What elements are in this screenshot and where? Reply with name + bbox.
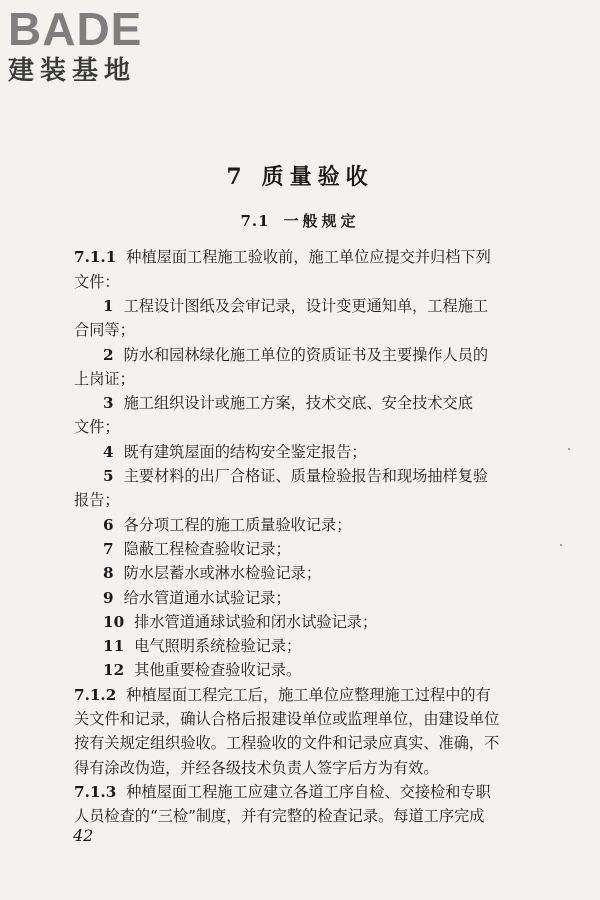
list-item-continuation: 合同等；	[74, 321, 135, 339]
list-item	[103, 636, 563, 656]
item-text: 给水管道通水试验记录；	[123, 589, 291, 607]
clause-line: 关文件和记录，确认合格后报建设单位或监理单位，由建设单位	[74, 710, 500, 728]
clause-line: 人员检查的“三检”制度，并有完整的检查记录。每道工序完成	[74, 807, 485, 825]
list-item	[103, 660, 563, 680]
clause-line	[74, 247, 534, 267]
item-number: 9	[103, 589, 114, 607]
list-item-continuation: 文件；	[74, 418, 120, 436]
item-text: 防水和园林绿化施工单位的资质证书及主要操作人员的	[123, 346, 489, 364]
item-text: 施工组织设计或施工方案，技术交底、安全技术交底	[123, 394, 473, 412]
list-item	[103, 345, 563, 365]
publisher-logo	[8, 4, 142, 86]
clause-line	[74, 685, 534, 705]
item-number: 4	[103, 443, 114, 461]
chapter-heading	[0, 160, 600, 191]
scan-speck	[568, 448, 570, 450]
item-text: 其他重要检查验收记录。	[134, 661, 302, 679]
item-number: 8	[103, 564, 114, 582]
clause-line	[74, 272, 534, 292]
list-item	[103, 515, 563, 535]
clause-text: 种植屋面工程完工后，施工单位应整理施工过程中的有	[126, 686, 491, 704]
list-item	[103, 612, 563, 632]
section-title: 一般规定	[283, 212, 360, 230]
list-item	[103, 588, 563, 608]
clause-number: 7.1.2	[74, 686, 117, 704]
list-item	[103, 296, 563, 316]
item-number: 3	[103, 394, 114, 412]
clause-number: 7.1.3	[74, 783, 117, 801]
item-text: 排水管道通球试验和闭水试验记录；	[134, 613, 378, 631]
item-number: 7	[103, 540, 114, 558]
logo-latin-text: BADE	[8, 3, 143, 55]
page-number: 42	[73, 826, 94, 845]
item-number: 11	[103, 637, 125, 655]
item-text: 既有建筑屋面的结构安全鉴定报告；	[123, 443, 367, 461]
item-number: 12	[103, 661, 125, 679]
clause-line	[74, 782, 534, 802]
clause-text: 种植屋面工程施工应建立各道工序自检、交接检和专职	[126, 783, 491, 801]
list-item	[103, 393, 563, 413]
chapter-number: 7	[226, 164, 248, 190]
chapter-title: 质量验收	[261, 164, 374, 190]
item-number: 1	[103, 297, 114, 315]
item-text: 各分项工程的施工质量验收记录；	[123, 516, 352, 534]
clause-line: 按有关规定组织验收。工程验收的文件和记录应真实、准确，不	[74, 734, 500, 752]
item-text: 工程设计图纸及会审记录，设计变更通知单，工程施工	[123, 297, 489, 315]
list-item-continuation: 上岗证；	[74, 370, 135, 388]
list-item	[103, 442, 563, 462]
section-heading	[0, 210, 600, 231]
item-number: 5	[103, 467, 114, 485]
clause-text: 文件：	[74, 273, 120, 291]
item-number: 10	[103, 613, 125, 631]
item-text: 电气照明系统检验记录；	[134, 637, 302, 655]
item-number: 6	[103, 516, 114, 534]
item-text: 主要材料的出厂合格证、质量检验报告和现场抽样复验	[123, 467, 489, 485]
section-number: 7.1	[240, 212, 270, 230]
clause-line: 得有涂改伪造，并经各级技术负责人签字后方为有效。	[74, 759, 439, 777]
list-item	[103, 563, 563, 583]
list-item	[103, 466, 563, 486]
item-text: 隐蔽工程检查验收记录；	[123, 540, 291, 558]
item-number: 2	[103, 346, 114, 364]
item-text: 防水层蓄水或淋水检验记录；	[123, 564, 322, 582]
logo-chinese-text: 建装基地	[8, 56, 137, 86]
list-item-continuation: 报告；	[74, 491, 120, 509]
clause-text: 种植屋面工程施工验收前，施工单位应提交并归档下列	[126, 248, 491, 266]
list-item	[103, 539, 563, 559]
clause-number: 7.1.1	[74, 248, 117, 266]
scan-speck	[560, 544, 562, 546]
